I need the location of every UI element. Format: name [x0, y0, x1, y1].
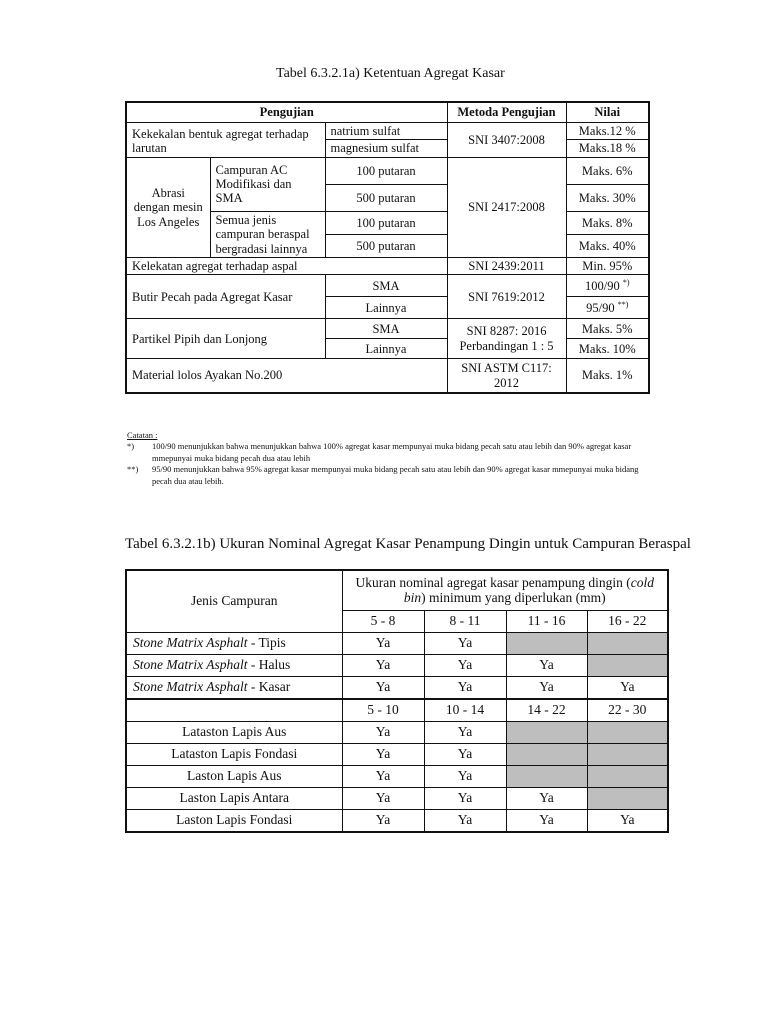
table-ukuran-nominal [125, 569, 669, 833]
table-row [126, 676, 668, 699]
kelekatan-nilai: Min. 95% [566, 257, 649, 274]
abrasi-nilai-3: Maks. 8% [566, 211, 649, 234]
size-header: 11 - 16 [506, 610, 587, 632]
cell-empty [587, 743, 668, 765]
row-label: Laston Lapis Antara [126, 787, 342, 809]
header-pengujian: Pengujian [126, 102, 447, 123]
butir-metoda: SNI 7619:2012 [447, 275, 566, 319]
cell-empty [587, 721, 668, 743]
material-metoda: SNI ASTM C117: 2012 [447, 359, 566, 393]
abrasi-group-2: Semua jenis campuran beraspal bergradasi lainnya [210, 211, 325, 257]
cell-ya: Ya [342, 676, 424, 699]
row-label: Laston Lapis Fondasi [126, 809, 342, 832]
cell-ya: Ya [342, 765, 424, 787]
table-agregat-kasar [125, 101, 650, 394]
butir-lainnya: Lainnya [325, 297, 447, 319]
butir-nilai-2: 95/90 **) [566, 297, 649, 319]
abrasi-putaran-500a: 500 putaran [325, 184, 447, 211]
kekekalan-magnesium: magnesium sulfat [325, 140, 447, 157]
cell-ya: Ya [342, 743, 424, 765]
table-row [126, 809, 668, 832]
cell-ya: Ya [587, 809, 668, 832]
material-nilai: Maks. 1% [566, 359, 649, 393]
partikel-lainnya: Lainnya [325, 339, 447, 359]
partikel-sma: SMA [325, 319, 447, 339]
cell-ya: Ya [506, 787, 587, 809]
table-row [126, 721, 668, 743]
size-header: 22 - 30 [587, 699, 668, 722]
note-item [127, 441, 652, 464]
row-label: Laston Lapis Aus [126, 765, 342, 787]
cell-empty [587, 654, 668, 676]
table-row [126, 765, 668, 787]
row-label: Stone Matrix Asphalt - Kasar [126, 676, 342, 699]
cell-ya: Ya [424, 721, 506, 743]
table-a-caption: Tabel 6.3.2.1a) Ketentuan Agregat Kasar [276, 66, 505, 81]
size-header: 5 - 10 [342, 699, 424, 722]
header-nilai: Nilai [566, 102, 649, 123]
abrasi-putaran-100b: 100 putaran [325, 211, 447, 234]
cell-ya: Ya [424, 743, 506, 765]
butir-sma: SMA [325, 275, 447, 297]
row-label: Stone Matrix Asphalt - Tipis [126, 632, 342, 654]
partikel-nilai-1: Maks. 5% [566, 319, 649, 339]
cell-empty [506, 721, 587, 743]
cell-ya: Ya [424, 632, 506, 654]
cell-empty [587, 765, 668, 787]
cell-ya: Ya [342, 787, 424, 809]
abrasi-nilai-2: Maks. 30% [566, 184, 649, 211]
header-ukuran-nominal: Ukuran nominal agregat kasar penampung dingin (cold bin) minimum yang diperlukan (mm) [342, 570, 668, 610]
abrasi-nilai-4: Maks. 40% [566, 234, 649, 257]
row-kekekalan-label: Kekekalan bentuk agregat terhadap larutan [126, 123, 325, 158]
cell-ya: Ya [587, 676, 668, 699]
cell-ya: Ya [424, 787, 506, 809]
note-mark: *) [127, 441, 135, 452]
cell-ya: Ya [506, 654, 587, 676]
kekekalan-metoda: SNI 3407:2008 [447, 123, 566, 158]
size-header: 8 - 11 [424, 610, 506, 632]
abrasi-putaran-500b: 500 putaran [325, 234, 447, 257]
kekekalan-natrium: natrium sulfat [325, 123, 447, 140]
table-b-caption: Tabel 6.3.2.1b) Ukuran Nominal Agregat Kasar Penampung Dingin untuk Campuran Beraspal [125, 536, 691, 552]
size-header: 16 - 22 [587, 610, 668, 632]
cell-empty [506, 743, 587, 765]
cell-ya: Ya [342, 809, 424, 832]
size-header-blank [126, 699, 342, 722]
cell-ya: Ya [424, 809, 506, 832]
butir-sup-2: **) [617, 299, 629, 309]
table-row [126, 654, 668, 676]
cell-ya: Ya [506, 809, 587, 832]
partikel-metoda: SNI 8287: 2016 Perbandingan 1 : 5 [447, 319, 566, 359]
header-metoda: Metoda Pengujian [447, 102, 566, 123]
kelekatan-label: Kelekatan agregat terhadap aspal [126, 257, 447, 274]
header-jenis-campuran: Jenis Campuran [126, 570, 342, 632]
table-row [126, 632, 668, 654]
cell-ya: Ya [342, 654, 424, 676]
cell-empty [506, 765, 587, 787]
butir-nilai-1: 100/90 *) [566, 275, 649, 297]
cell-empty [587, 632, 668, 654]
note-text: 100/90 menunjukkan bahwa menunjukkan bahwa 100% agregat kasar mempunyai muka bidang pecah satu atau lebih dan 90% agregat kasar mmepunyai muka bidang pecah dua atau lebih [152, 441, 632, 463]
cell-ya: Ya [506, 676, 587, 699]
partikel-nilai-2: Maks. 10% [566, 339, 649, 359]
row-label: Lataston Lapis Fondasi [126, 743, 342, 765]
cell-ya: Ya [342, 632, 424, 654]
notes [127, 430, 652, 487]
kekekalan-nilai-2: Maks.18 % [566, 140, 649, 157]
abrasi-putaran-100a: 100 putaran [325, 157, 447, 184]
cell-ya: Ya [424, 765, 506, 787]
abrasi-nilai-1: Maks. 6% [566, 157, 649, 184]
kelekatan-metoda: SNI 2439:2011 [447, 257, 566, 274]
cell-empty [587, 787, 668, 809]
cell-ya: Ya [342, 721, 424, 743]
material-label: Material lolos Ayakan No.200 [126, 359, 447, 393]
table-row [126, 743, 668, 765]
butir-label: Butir Pecah pada Agregat Kasar [126, 275, 325, 319]
kekekalan-nilai-1: Maks.12 % [566, 123, 649, 140]
abrasi-label: Abrasi dengan mesin Los Angeles [126, 157, 210, 257]
row-label: Stone Matrix Asphalt - Halus [126, 654, 342, 676]
cell-empty [506, 632, 587, 654]
size-header: 10 - 14 [424, 699, 506, 722]
note-item [127, 464, 652, 487]
row-label: Lataston Lapis Aus [126, 721, 342, 743]
size-header: 5 - 8 [342, 610, 424, 632]
table-row [126, 787, 668, 809]
size-header: 14 - 22 [506, 699, 587, 722]
partikel-label: Partikel Pipih dan Lonjong [126, 319, 325, 359]
abrasi-group-1: Campuran AC Modifikasi dan SMA [210, 157, 325, 211]
note-text: 95/90 menunjukkan bahwa 95% agregat kasar mempunyai muka bidang pecah satu atau lebih dan 90% agregat kasar mmepunyai muka bidang pecah dua atau lebih. [152, 464, 639, 486]
butir-sup-1: *) [622, 277, 630, 287]
note-mark: **) [127, 464, 139, 475]
notes-title: Catatan : [127, 430, 158, 440]
cell-ya: Ya [424, 654, 506, 676]
cell-ya: Ya [424, 676, 506, 699]
abrasi-metoda: SNI 2417:2008 [447, 157, 566, 257]
